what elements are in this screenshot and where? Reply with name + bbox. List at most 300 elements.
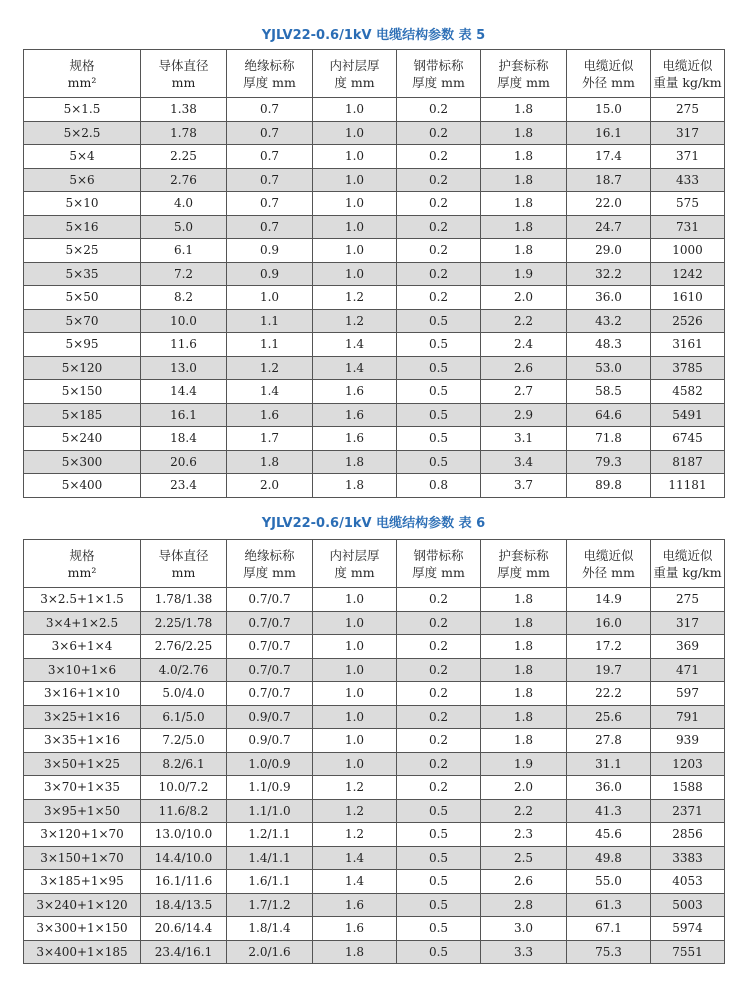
table-cell: 1.1: [227, 309, 313, 333]
table-cell: 1.8: [481, 729, 567, 753]
table-cell: 1.8: [481, 705, 567, 729]
table-cell: 4053: [651, 870, 725, 894]
header-line: 钢带标称: [413, 57, 464, 73]
table-cell: 1.8: [481, 168, 567, 192]
table-cell: 11181: [651, 474, 725, 498]
column-header: [651, 540, 725, 588]
table-cell: 791: [651, 705, 725, 729]
table-cell: 3×95+1×50: [24, 799, 141, 823]
table-cell: 3×120+1×70: [24, 823, 141, 847]
table-cell: 55.0: [567, 870, 651, 894]
table-cell: 0.2: [397, 611, 481, 635]
table-cell: 2526: [651, 309, 725, 333]
table-cell: 5.0/4.0: [141, 682, 227, 706]
table-cell: 5×120: [24, 356, 141, 380]
table-cell: 45.6: [567, 823, 651, 847]
header-line: mm: [171, 564, 196, 580]
table-cell: 0.2: [397, 286, 481, 310]
table-cell: 5×50: [24, 286, 141, 310]
table-cell: 0.2: [397, 658, 481, 682]
table-cell: 0.5: [397, 870, 481, 894]
header-line: 电缆近似: [662, 57, 713, 73]
table-row: [24, 846, 725, 870]
table-cell: 1.2: [227, 356, 313, 380]
table-cell: 1.0: [313, 635, 397, 659]
table-cell: 1.8: [481, 588, 567, 612]
table-cell: 1.8: [481, 121, 567, 145]
table-cell: 36.0: [567, 776, 651, 800]
table-cell: 2.76/2.25: [141, 635, 227, 659]
table-row: [24, 682, 725, 706]
table-cell: 2.8: [481, 893, 567, 917]
table-cell: 1.0: [313, 588, 397, 612]
table-cell: 1.7: [227, 427, 313, 451]
table-cell: 1242: [651, 262, 725, 286]
table-cell: 3.0: [481, 917, 567, 941]
table-cell: 1.6: [227, 403, 313, 427]
table-cell: 79.3: [567, 450, 651, 474]
table-cell: 3×150+1×70: [24, 846, 141, 870]
table-cell: 1.8: [481, 682, 567, 706]
column-header: [141, 540, 227, 588]
table-cell: 0.5: [397, 846, 481, 870]
table-cell: 22.0: [567, 192, 651, 216]
table-row: [24, 729, 725, 753]
table-cell: 1.0: [313, 262, 397, 286]
table-cell: 1.8: [481, 239, 567, 263]
table-cell: 1.38: [141, 98, 227, 122]
table-cell: 1.6: [313, 893, 397, 917]
table-cell: 2.7: [481, 380, 567, 404]
table-cell: 5003: [651, 893, 725, 917]
header-line: 规格: [69, 547, 95, 563]
table-row: [24, 917, 725, 941]
table-cell: 41.3: [567, 799, 651, 823]
table-cell: 5×25: [24, 239, 141, 263]
header-line: 厚度 mm: [412, 74, 465, 90]
table-cell: 5×35: [24, 262, 141, 286]
table-cell: 14.4/10.0: [141, 846, 227, 870]
table-cell: 0.5: [397, 309, 481, 333]
header-line: 绝缘标称: [244, 547, 295, 563]
table-cell: 1.8: [481, 192, 567, 216]
table-cell: 0.5: [397, 799, 481, 823]
table-cell: 17.4: [567, 145, 651, 169]
table-cell: 0.9: [227, 262, 313, 286]
table-row: [24, 380, 725, 404]
header-line: 电缆近似: [583, 547, 634, 563]
table-cell: 5×70: [24, 309, 141, 333]
column-header: [481, 540, 567, 588]
table-cell: 3×50+1×25: [24, 752, 141, 776]
table-cell: 0.8: [397, 474, 481, 498]
table-row: [24, 823, 725, 847]
table-cell: 1.8: [481, 215, 567, 239]
table-cell: 0.5: [397, 917, 481, 941]
table-cell: 43.2: [567, 309, 651, 333]
column-header: [481, 50, 567, 98]
table-cell: 3×35+1×16: [24, 729, 141, 753]
table-cell: 25.6: [567, 705, 651, 729]
table-cell: 5×10: [24, 192, 141, 216]
table-cell: 2.5: [481, 846, 567, 870]
table-cell: 5×4: [24, 145, 141, 169]
table-cell: 0.2: [397, 121, 481, 145]
table-cell: 1.0: [313, 239, 397, 263]
table-cell: 2.76: [141, 168, 227, 192]
table-cell: 3×6+1×4: [24, 635, 141, 659]
table-cell: 29.0: [567, 239, 651, 263]
table-cell: 1.7/1.2: [227, 893, 313, 917]
table-cell: 1.6: [313, 917, 397, 941]
header-line: 护套标称: [498, 57, 549, 73]
table-cell: 369: [651, 635, 725, 659]
table-cell: 0.2: [397, 262, 481, 286]
table-cell: 1.2: [313, 823, 397, 847]
column-header: [24, 540, 141, 588]
table-cell: 5491: [651, 403, 725, 427]
column-header: [313, 540, 397, 588]
table-cell: 0.7: [227, 121, 313, 145]
table-cell: 2.2: [481, 799, 567, 823]
table-cell: 0.2: [397, 705, 481, 729]
table-cell: 0.5: [397, 333, 481, 357]
table-cell: 16.1/11.6: [141, 870, 227, 894]
table-cell: 31.1: [567, 752, 651, 776]
table-cell: 5974: [651, 917, 725, 941]
table-cell: 1.2/1.1: [227, 823, 313, 847]
table-cell: 18.7: [567, 168, 651, 192]
column-header: [397, 540, 481, 588]
table-cell: 1.0: [313, 682, 397, 706]
table-cell: 3×4+1×2.5: [24, 611, 141, 635]
table-cell: 1.8: [227, 450, 313, 474]
table-cell: 20.6/14.4: [141, 917, 227, 941]
table-row: [24, 356, 725, 380]
table-row: [24, 752, 725, 776]
table-row: [24, 215, 725, 239]
table-cell: 0.2: [397, 776, 481, 800]
table-row: [24, 474, 725, 498]
table-cell: 3.7: [481, 474, 567, 498]
table-cell: 8187: [651, 450, 725, 474]
table-cell: 1.0: [313, 98, 397, 122]
table-cell: 13.0: [141, 356, 227, 380]
table-cell: 3161: [651, 333, 725, 357]
table-cell: 1.0: [313, 729, 397, 753]
table-cell: 7551: [651, 940, 725, 964]
header-line: 度 mm: [334, 564, 375, 580]
table-row: [24, 427, 725, 451]
table-cell: 0.5: [397, 893, 481, 917]
table-row: [24, 705, 725, 729]
column-header: [567, 50, 651, 98]
table-cell: 18.4/13.5: [141, 893, 227, 917]
table-cell: 2.4: [481, 333, 567, 357]
table-row: [24, 799, 725, 823]
table-cell: 4.0/2.76: [141, 658, 227, 682]
header-line: 厚度 mm: [243, 74, 296, 90]
header-line: 厚度 mm: [243, 564, 296, 580]
table-cell: 1.8/1.4: [227, 917, 313, 941]
table-row: [24, 309, 725, 333]
table-cell: 10.0/7.2: [141, 776, 227, 800]
table-cell: 0.2: [397, 145, 481, 169]
table-cell: 4582: [651, 380, 725, 404]
table-cell: 8.2: [141, 286, 227, 310]
table-cell: 575: [651, 192, 725, 216]
table-cell: 1.2: [313, 309, 397, 333]
table-cell: 20.6: [141, 450, 227, 474]
table-cell: 22.2: [567, 682, 651, 706]
table-row: [24, 121, 725, 145]
table-cell: 0.5: [397, 403, 481, 427]
table-cell: 89.8: [567, 474, 651, 498]
table-row: [24, 776, 725, 800]
table-cell: 1.4/1.1: [227, 846, 313, 870]
table-cell: 2856: [651, 823, 725, 847]
header-line: 导体直径: [158, 547, 209, 563]
header-line: mm²: [67, 74, 97, 90]
table-cell: 0.7/0.7: [227, 611, 313, 635]
table-cell: 27.8: [567, 729, 651, 753]
table-cell: 5×1.5: [24, 98, 141, 122]
table-cell: 3×70+1×35: [24, 776, 141, 800]
table-cell: 939: [651, 729, 725, 753]
column-header: [567, 540, 651, 588]
table-cell: 5×185: [24, 403, 141, 427]
table-cell: 1.4: [313, 333, 397, 357]
table-cell: 1.8: [313, 474, 397, 498]
table-row: [24, 145, 725, 169]
table-cell: 11.6/8.2: [141, 799, 227, 823]
table-cell: 1.8: [481, 658, 567, 682]
header-line: 绝缘标称: [244, 57, 295, 73]
table-cell: 1.9: [481, 752, 567, 776]
table-row: [24, 403, 725, 427]
table-cell: 6745: [651, 427, 725, 451]
table-cell: 16.1: [567, 121, 651, 145]
header-line: 内衬层厚: [329, 547, 380, 563]
table-cell: 1.8: [313, 450, 397, 474]
header-line: mm²: [67, 564, 97, 580]
table-row: [24, 940, 725, 964]
table-5-title: YJLV22-0.6/1kV 电缆结构参数 表 5: [261, 28, 486, 43]
table-row: [24, 893, 725, 917]
table-cell: 3785: [651, 356, 725, 380]
header-line: 度 mm: [334, 74, 375, 90]
table-cell: 0.7/0.7: [227, 658, 313, 682]
table-cell: 23.4: [141, 474, 227, 498]
table-cell: 5×2.5: [24, 121, 141, 145]
table-cell: 0.7/0.7: [227, 588, 313, 612]
cable-spec-table-6: [23, 539, 725, 964]
table-cell: 1.4: [313, 870, 397, 894]
header-line: 重量 kg/km: [653, 74, 722, 90]
table-cell: 0.2: [397, 682, 481, 706]
table-cell: 36.0: [567, 286, 651, 310]
table-cell: 1.0: [313, 192, 397, 216]
column-header: [313, 50, 397, 98]
table-cell: 1.4: [313, 846, 397, 870]
table-cell: 5×300: [24, 450, 141, 474]
table-cell: 0.5: [397, 450, 481, 474]
table-cell: 317: [651, 611, 725, 635]
table-cell: 371: [651, 145, 725, 169]
table-row: [24, 870, 725, 894]
table-cell: 1.2: [313, 286, 397, 310]
table-row: [24, 635, 725, 659]
header-line: 厚度 mm: [412, 564, 465, 580]
table-cell: 1.0: [313, 658, 397, 682]
table-cell: 16.1: [141, 403, 227, 427]
table-cell: 3.3: [481, 940, 567, 964]
table-cell: 2.9: [481, 403, 567, 427]
header-line: 规格: [69, 57, 95, 73]
table-row: [24, 588, 725, 612]
table-cell: 1.1: [227, 333, 313, 357]
table-cell: 3×185+1×95: [24, 870, 141, 894]
table-cell: 75.3: [567, 940, 651, 964]
table-cell: 0.2: [397, 729, 481, 753]
table-row: [24, 286, 725, 310]
table-cell: 6.1: [141, 239, 227, 263]
table-cell: 1.0: [313, 145, 397, 169]
header-line: 电缆近似: [662, 547, 713, 563]
table-cell: 2.0: [481, 776, 567, 800]
table-cell: 0.7: [227, 98, 313, 122]
table-cell: 5×240: [24, 427, 141, 451]
table-cell: 5×16: [24, 215, 141, 239]
table-cell: 1203: [651, 752, 725, 776]
table-cell: 2.0: [227, 474, 313, 498]
table-cell: 275: [651, 588, 725, 612]
table-cell: 0.5: [397, 427, 481, 451]
table-cell: 0.5: [397, 940, 481, 964]
table-cell: 3×400+1×185: [24, 940, 141, 964]
table-cell: 0.7: [227, 168, 313, 192]
table-cell: 4.0: [141, 192, 227, 216]
table-cell: 1.6: [313, 427, 397, 451]
table-cell: 48.3: [567, 333, 651, 357]
table-cell: 0.2: [397, 752, 481, 776]
table-cell: 0.7/0.7: [227, 682, 313, 706]
table-cell: 1.0: [313, 752, 397, 776]
table-cell: 3×300+1×150: [24, 917, 141, 941]
table-cell: 2.3: [481, 823, 567, 847]
table-cell: 3.1: [481, 427, 567, 451]
table-row: [24, 611, 725, 635]
table-cell: 2.25/1.78: [141, 611, 227, 635]
table-cell: 1.0: [313, 215, 397, 239]
table-cell: 731: [651, 215, 725, 239]
table-cell: 0.5: [397, 356, 481, 380]
table-cell: 17.2: [567, 635, 651, 659]
table-cell: 3×25+1×16: [24, 705, 141, 729]
table-cell: 7.2/5.0: [141, 729, 227, 753]
column-header: [397, 50, 481, 98]
table-row: [24, 333, 725, 357]
table-cell: 0.7: [227, 215, 313, 239]
table-cell: 2.0: [481, 286, 567, 310]
table-cell: 61.3: [567, 893, 651, 917]
table-cell: 53.0: [567, 356, 651, 380]
table-cell: 0.7: [227, 145, 313, 169]
table-cell: 5×400: [24, 474, 141, 498]
table-cell: 1.0: [313, 168, 397, 192]
column-header: [651, 50, 725, 98]
table-cell: 1.2: [313, 799, 397, 823]
table-cell: 2371: [651, 799, 725, 823]
table-cell: 5×95: [24, 333, 141, 357]
header-line: 导体直径: [158, 57, 209, 73]
table-cell: 2.0/1.6: [227, 940, 313, 964]
table-cell: 1.9: [481, 262, 567, 286]
table-row: [24, 192, 725, 216]
header-line: 厚度 mm: [497, 74, 550, 90]
header-row: [24, 50, 725, 98]
table-cell: 3×2.5+1×1.5: [24, 588, 141, 612]
header-row: [24, 540, 725, 588]
table-cell: 1.78/1.38: [141, 588, 227, 612]
table-cell: 14.4: [141, 380, 227, 404]
table-cell: 433: [651, 168, 725, 192]
table-cell: 1588: [651, 776, 725, 800]
table-cell: 10.0: [141, 309, 227, 333]
table-cell: 2.6: [481, 870, 567, 894]
header-line: 护套标称: [498, 547, 549, 563]
table-cell: 1.1/1.0: [227, 799, 313, 823]
table-cell: 0.2: [397, 98, 481, 122]
table-cell: 1.4: [313, 356, 397, 380]
column-header: [227, 540, 313, 588]
table-cell: 32.2: [567, 262, 651, 286]
table-row: [24, 239, 725, 263]
table-cell: 0.7: [227, 192, 313, 216]
table-cell: 1.0: [313, 611, 397, 635]
table-cell: 1.1/0.9: [227, 776, 313, 800]
header-line: 内衬层厚: [329, 57, 380, 73]
table-cell: 64.6: [567, 403, 651, 427]
table-cell: 6.1/5.0: [141, 705, 227, 729]
cable-spec-table-5: [23, 49, 725, 498]
table-row: [24, 168, 725, 192]
table-cell: 18.4: [141, 427, 227, 451]
table-cell: 1.8: [313, 940, 397, 964]
table-cell: 1610: [651, 286, 725, 310]
table-cell: 23.4/16.1: [141, 940, 227, 964]
table-cell: 13.0/10.0: [141, 823, 227, 847]
table-row: [24, 98, 725, 122]
table-cell: 58.5: [567, 380, 651, 404]
table-cell: 1.8: [481, 611, 567, 635]
table-cell: 49.8: [567, 846, 651, 870]
table-cell: 3383: [651, 846, 725, 870]
header-line: 电缆近似: [583, 57, 634, 73]
table-cell: 2.25: [141, 145, 227, 169]
table-cell: 1.0: [313, 121, 397, 145]
table-cell: 24.7: [567, 215, 651, 239]
table-cell: 1.2: [313, 776, 397, 800]
table-cell: 3×16+1×10: [24, 682, 141, 706]
table-cell: 67.1: [567, 917, 651, 941]
table-cell: 0.2: [397, 192, 481, 216]
column-header: [227, 50, 313, 98]
table-cell: 0.2: [397, 239, 481, 263]
table-cell: 1.6: [313, 380, 397, 404]
table-cell: 0.2: [397, 215, 481, 239]
table-cell: 0.5: [397, 823, 481, 847]
